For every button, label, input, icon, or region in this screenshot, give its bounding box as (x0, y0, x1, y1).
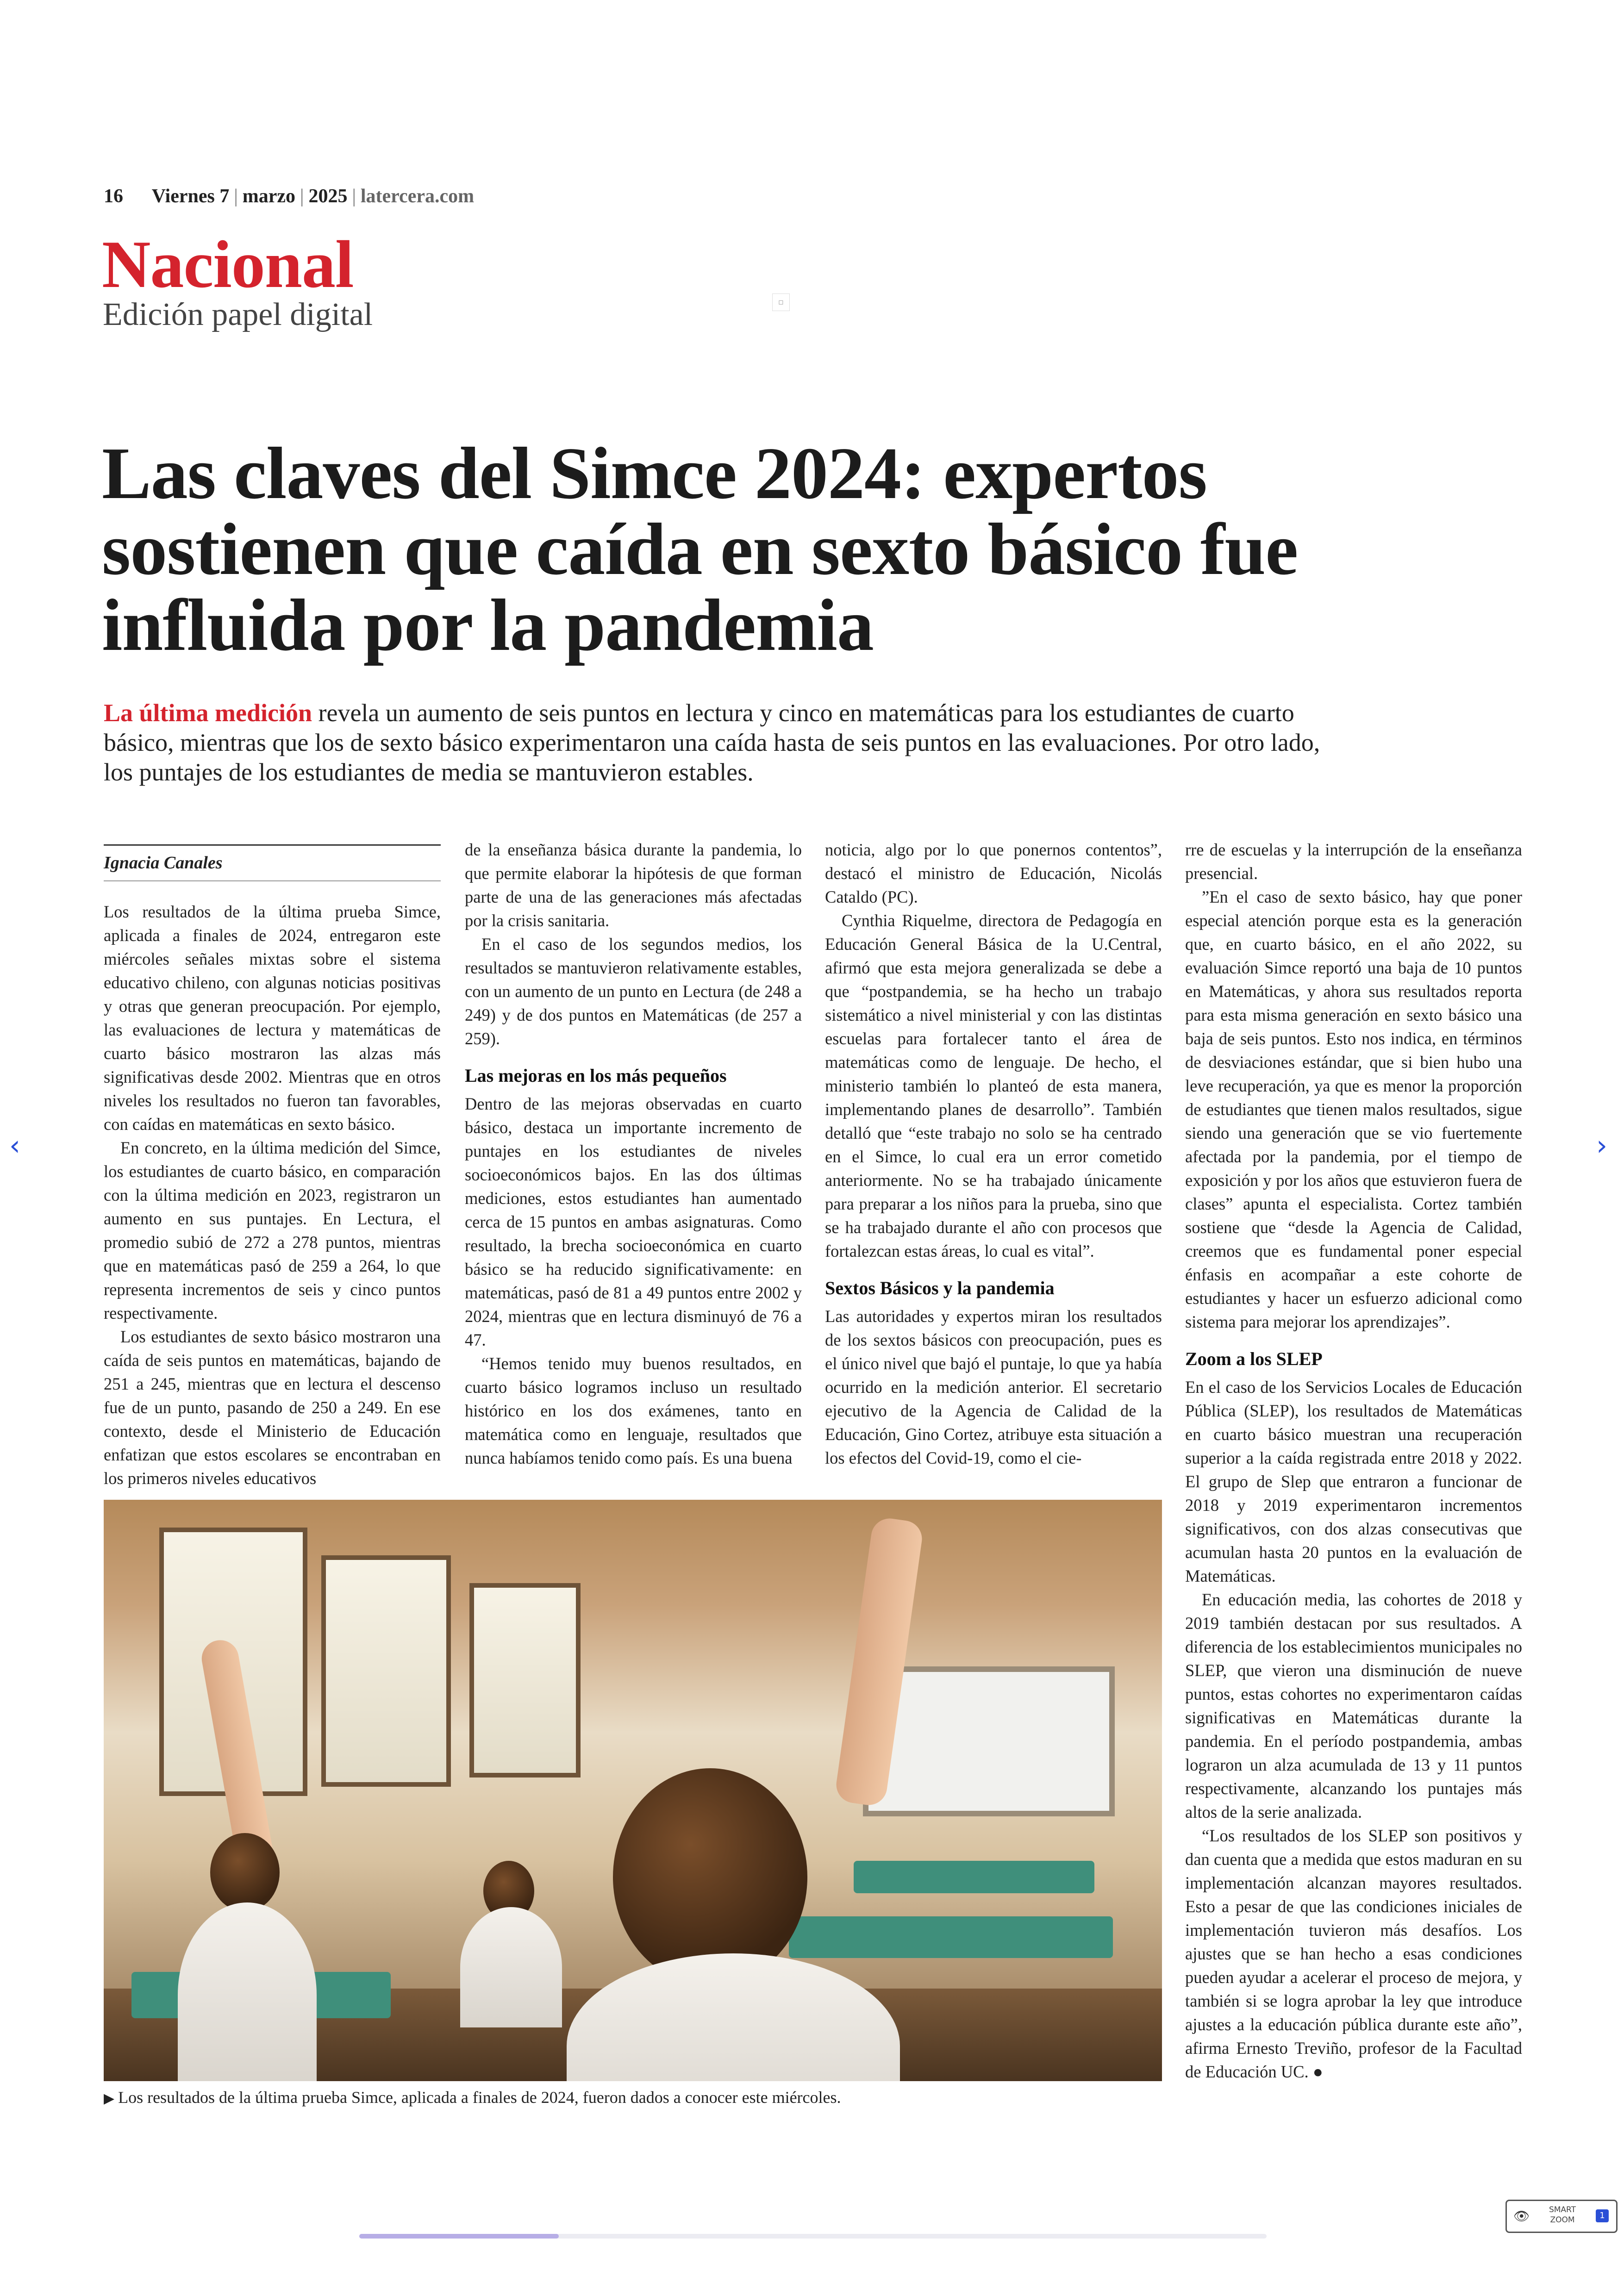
article-column-4 (1185, 838, 1522, 2083)
eye-icon: 👁 (1513, 2208, 1530, 2224)
header-weekday: Viernes 7 (151, 186, 230, 207)
paragraph: En educación media, las cohortes de 2018 y 2019 también destacan por sus resultados. A diferencia de los establecimientos municipales no SLEP, que vieron una disminución de nueve puntos, estas cohortes no experimentaron caídas significativas en Matemáticas durante la pandemia. En el período postpandemia, ambas lograron un alza acumulada de 13 y 11 puntos respectivamente, alcanzando los puntajes más altos de la serie analizada. (1185, 1590, 1522, 1821)
desk-shape (854, 1861, 1094, 1893)
student-shirt-shape (567, 1953, 900, 2081)
student-shirt-shape (460, 1907, 562, 2027)
zoom-level-badge: 1 (1596, 2209, 1609, 2222)
subheading: Zoom a los SLEP (1185, 1348, 1323, 1369)
paragraph: En el caso de los segundos medios, los resultados se mantuvieron relativamente estables, con un aumento de un punto en Lectura (de 248 a 249) y de dos puntos en Matemáticas (de 257 a 259). (465, 935, 802, 1048)
section-title: Nacional (102, 227, 354, 302)
header-site: latercera.com (360, 186, 475, 207)
page-number: 16 (104, 186, 123, 207)
paragraph: Cynthia Riquelme, directora de Pedagogía en Educación General Básica de la U.Central, afirmó que esta mejora generalizada se debe a que “postpandemia, se ha hecho un trabajo sistemático a nivel ministerial y con las distintas escuelas para fortalecer tanto el área de matemáticas como de lenguaje. De hecho, el ministerio también lo planteó de esta manera, implementando planes de desarrollo”. También detalló que “este trabajo no solo se ha centrado en el Simce, lo cual era un error cometido anteriormente. No se ha trabajado únicamente para preparar a los niños para la prueba, sino que se ha trabajado durante el año con procesos que fortalezcan estas áreas, lo cual es vital”. (825, 911, 1162, 1260)
paragraph: ”En el caso de sexto básico, hay que poner especial atención porque esta es la generación que, en cuarto básico, en el año 2022, su evaluación Simce reportó una baja de 10 puntos en Matemáticas, y ahora sus resultados reporta para esta misma generación en sexto básico una baja de seis puntos. Esto nos indica, en términos de desviaciones estándar, que si bien hubo una leve recuperación, ya que es menor la proporción de estudiantes que tienen malos resultados, sigue siendo una generación que se vio fuertemente afectada por la pandemia, por el tiempo de exposición y por los años que estuvieron fuera de clases” apunta el especialista. Cortez también sostiene que “desde la Agencia de Calidad, creemos que es fundamental poner especial énfasis en acompañar a este cohorte de estudiantes y hacer un esfuerzo adicional como sistema para mejorar los aprendizajes”. (1185, 887, 1522, 1331)
article-column-1 (104, 844, 441, 1490)
article-column-3 (825, 838, 1162, 1470)
desk-shape (789, 1916, 1113, 1958)
page-marker-icon: ▫ (772, 293, 790, 311)
smart-zoom-button[interactable] (1505, 2200, 1618, 2233)
paragraph: rre de escuelas y la interrupción de la enseñanza presencial. (1185, 840, 1522, 883)
prev-page-icon[interactable]: ‹ (9, 1129, 20, 1162)
header-year: 2025 (308, 186, 348, 207)
smart-zoom-label (1544, 2205, 1581, 2225)
paragraph: Dentro de las mejoras observadas en cuarto básico, destaca un importante incremento de puntajes en los estudiantes de niveles socioeconómicos bajos. En las dos últimas mediciones, estos estudiantes han aumentado cerca de 15 puntos en ambas asignaturas. Como resultado, la brecha socioeconómica en cuarto básico se ha reducido significativamente: en matemáticas, pasó de 81 a 49 puntos entre 2002 y 2024, mientras que en lectura disminuyó de 76 a 47. (465, 1094, 802, 1349)
header-month: marzo (242, 186, 296, 207)
edition-subtitle: Edición papel digital (103, 297, 373, 332)
paragraph: Los resultados de la última prueba Simce, aplicada a finales de 2024, entregaron este miércoles señales mixtas sobre el sistema educativo chileno, con algunas noticias positivas y otras que generan preocupación. Por ejemplo, las evaluaciones de lectura y matemáticas de cuarto básico mostraron las alzas más significativas desde 2002. Mientras que en otros niveles los resultados no fueron tan favorables, con caídas en matemáticas en sexto básico. (104, 902, 441, 1134)
article-headline: Las claves del Simce 2024: expertos sostienen que caída en sexto básico fue influida por la pandemia (102, 432, 1298, 666)
smart-zoom-label-line1: SMART (1549, 2205, 1576, 2214)
page-scroll-track[interactable] (359, 2234, 1267, 2239)
lead-kicker: La última medición (104, 699, 312, 727)
paragraph: de la enseñanza básica durante la pandemia, lo que permite elaborar la hipótesis de que forman parte de una de las generaciones más afectadas por la crisis sanitaria. (465, 840, 802, 930)
paragraph: Los estudiantes de sexto básico mostraron una caída de seis puntos en matemáticas, bajando de 251 a 245, mientras que en lectura el descenso fue de un punto, pasando de 250 a 249. En ese contexto, desde el Ministerio de Educación enfatizan que estos escolares se encontraban en los primeros niveles educativos (104, 1327, 441, 1488)
caption-triangle-icon: ▶ (104, 2090, 115, 2107)
window-shape (469, 1583, 581, 1777)
smart-zoom-label-line2: ZOOM (1550, 2215, 1575, 2225)
paragraph: noticia, algo por lo que ponernos contentos”, destacó el ministro de Educación, Nicolás Cataldo (PC). (825, 840, 1162, 906)
paragraph: “Los resultados de los SLEP son positivos y dan cuenta que a medida que estos maduran en su implementación alcanzan mayores resultados. Esto a pesar de que las condiciones iniciales de implementación tuvieron más desafíos. Los ajustes que se han hecho a esas condiciones pueden ayudar a acelerar el proceso de mejora, y también si se logra aprobar la ley que introduce ajustes a la educación pública durante este año”, afirma Ernesto Treviño, profesor de la Facultad de Educación UC. ● (1185, 1826, 1522, 2081)
paragraph: “Hemos tenido muy buenos resultados, en cuarto básico logramos incluso un resultado histórico en los dos exámenes, tanto en matemática como en lenguaje, resultados que nunca habíamos tenido como país. Es una buena (465, 1354, 802, 1467)
article-lead (104, 698, 1354, 787)
paragraph: Las autoridades y expertos miran los resultados de los sextos básicos con preocupación, pues es el único nivel que bajó el puntaje, lo que ya había ocurrido en la medición anterior. El secretario ejecutivo de la Agencia de Calidad de la Educación, Gino Cortez, atribuye esta situación a los efectos del Covid-19, como el cie- (825, 1307, 1162, 1467)
window-shape (321, 1555, 451, 1787)
photo-caption (104, 2088, 841, 2107)
subheading: Sextos Básicos y la pandemia (825, 1278, 1055, 1298)
page-header-meta: 16 Viernes 7 | marzo | 2025 | latercera.com (104, 186, 475, 207)
paragraph: En el caso de los Servicios Locales de Educación Pública (SLEP), los resultados de Matemáticas en cuarto básico muestran una recuperación superior a la caída registrada entre 2018 y 2022. El grupo de Slep que entraron a funcionar de 2018 y 2019 experimentaron incrementos significativos, con dos alzas consecutivas que acumulan hasta 20 puntos en la evaluación de Matemáticas. (1185, 1378, 1522, 1585)
student-head-shape (613, 1768, 807, 1986)
lead-text: revela un aumento de seis puntos en lectura y cinco en matemáticas para los estudiantes de cuarto básico, mientras que los de sexto básico experimentaron una caída hasta de seis puntos en las evaluaciones. Por otro lado, los puntajes de los estudiantes de media se mantuvieron estables. (104, 699, 1320, 786)
page-scroll-thumb[interactable] (359, 2234, 559, 2239)
next-page-icon[interactable]: › (1596, 1129, 1607, 1162)
byline: Ignacia Canales (104, 844, 441, 881)
article-column-2 (465, 838, 802, 1470)
student-shirt-shape (178, 1902, 317, 2081)
photo-caption-text: Los resultados de la última prueba Simce, aplicada a finales de 2024, fueron dados a conocer este miércoles. (118, 2088, 841, 2107)
classroom-photo (104, 1500, 1162, 2081)
paragraph: En concreto, en la última medición del Simce, los estudiantes de cuarto básico, en comparación con la última medición en 2023, registraron un aumento en sus puntajes. En Lectura, el promedio subió de 272 a 278 puntos, mientras que en matemáticas pasó de 259 a 264, lo que representa incrementos de seis y cinco puntos respectivamente. (104, 1138, 441, 1322)
subheading: Las mejoras en los más pequeños (465, 1065, 727, 1086)
student-head-shape (210, 1833, 280, 1912)
